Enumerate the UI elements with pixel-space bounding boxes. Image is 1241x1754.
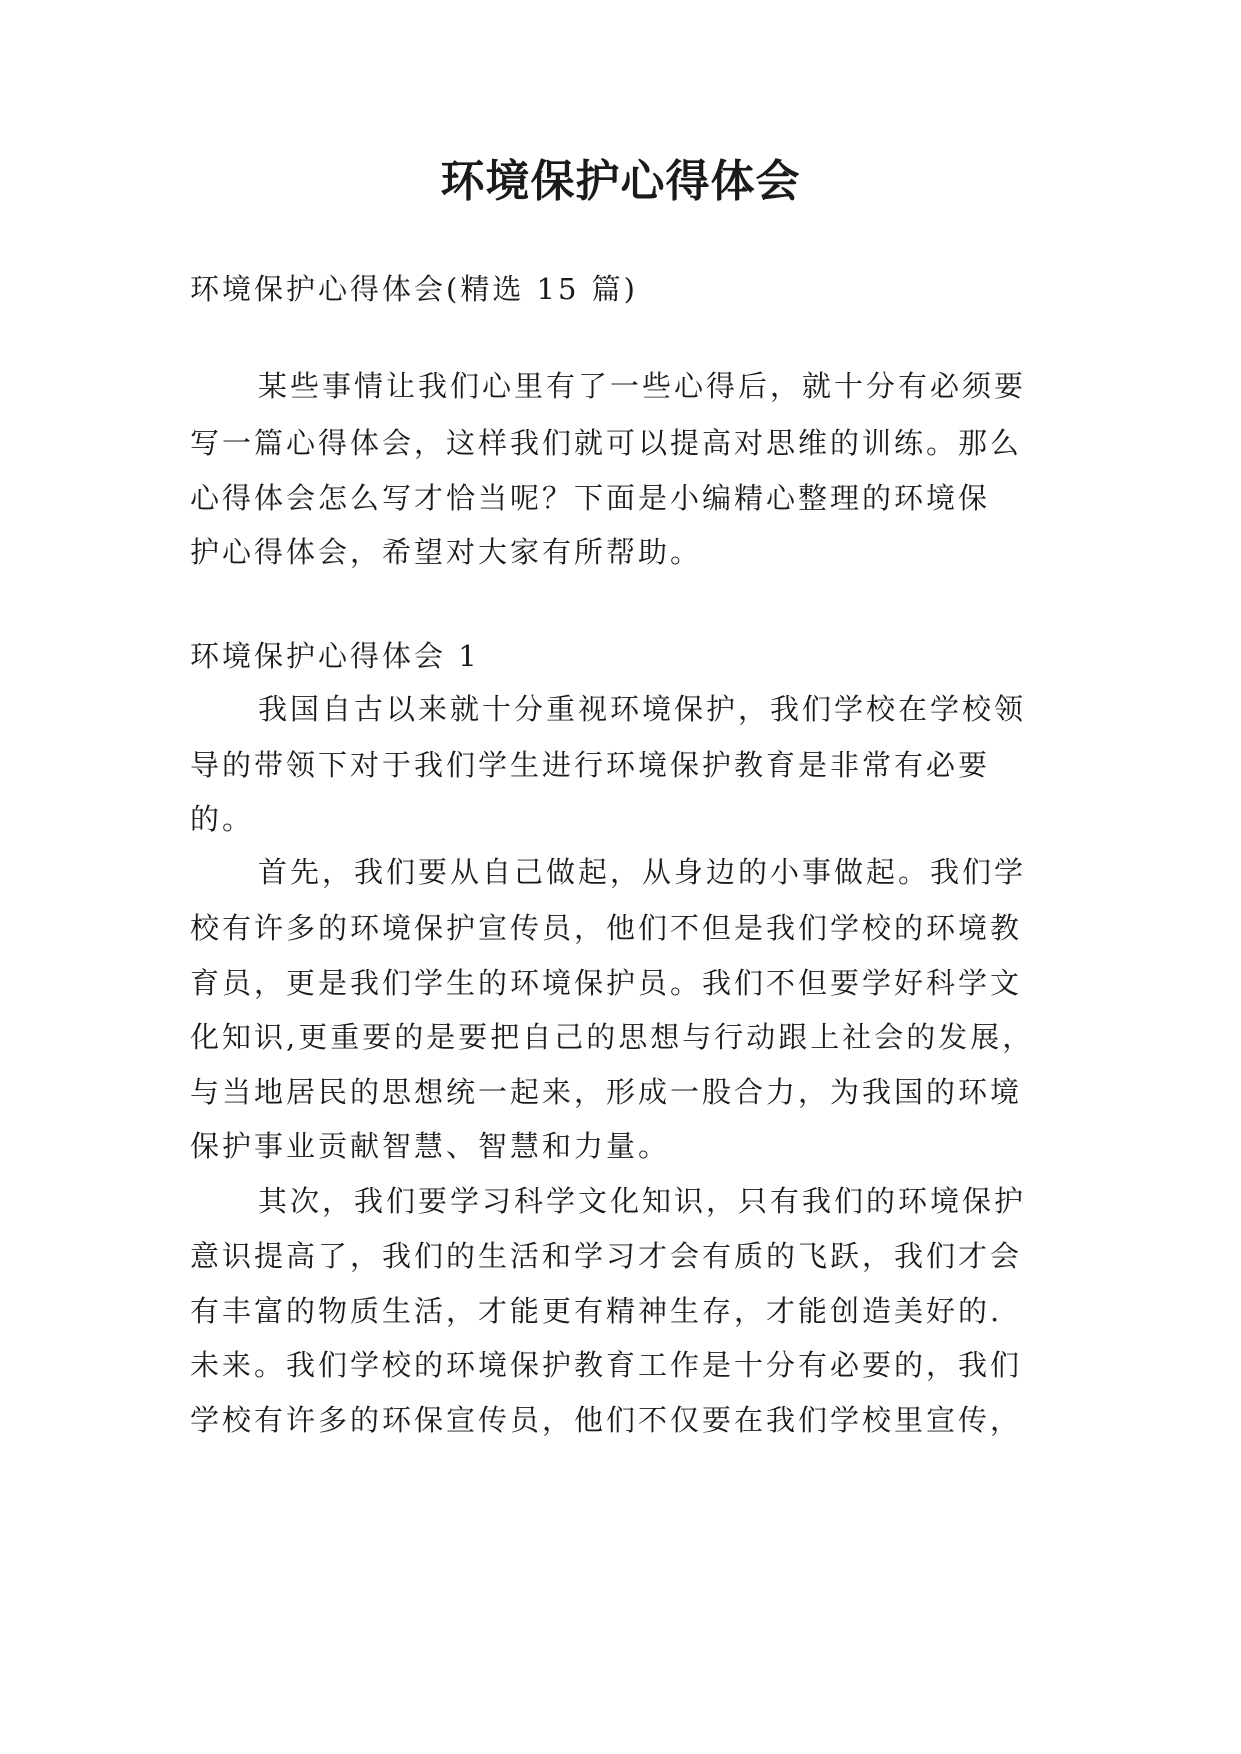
paragraph-line: 我国自古以来就十分重视环境保护，我们学校在学校领: [258, 692, 1027, 726]
intro-line: 写一篇心得体会，这样我们就可以提高对思维的训练。那么: [190, 426, 1023, 460]
intro-line: 心得体会怎么写才恰当呢？下面是小编精心整理的环境保: [190, 481, 991, 515]
paragraph-line: 与当地居民的思想统一起来，形成一股合力，为我国的环境: [190, 1075, 1023, 1109]
paragraph-line: 意识提高了，我们的生活和学习才会有质的飞跃，我们才会: [190, 1239, 1023, 1273]
paragraph-line: 学校有许多的环保宣传员，他们不仅要在我们学校里宣传，: [190, 1403, 1023, 1437]
paragraph-line: 化知识,更重要的是要把自己的思想与行动跟上社会的发展，: [190, 1020, 1035, 1054]
section-heading: 环境保护心得体会 1: [190, 639, 480, 673]
document-title: 环境保护心得体会: [440, 156, 801, 207]
paragraph-line: 未来。我们学校的环境保护教育工作是十分有必要的，我们: [190, 1348, 1023, 1382]
paragraph-line: 首先，我们要从自己做起，从身边的小事做起。我们学: [258, 855, 1027, 889]
paragraph-line: 导的带领下对于我们学生进行环境保护教育是非常有必要: [190, 748, 991, 782]
paragraph-line: 校有许多的环境保护宣传员，他们不但是我们学校的环境教: [190, 911, 1023, 945]
paragraph-line: 的。: [190, 802, 255, 836]
paragraph-line: 有丰富的物质生活，才能更有精神生存，才能创造美好的.: [190, 1294, 1003, 1328]
paragraph-line: 保护事业贡献智慧、智慧和力量。: [190, 1129, 671, 1163]
document-subtitle: 环境保护心得体会(精选 15 篇): [190, 272, 638, 306]
intro-line: 护心得体会，希望对大家有所帮助。: [190, 535, 703, 569]
paragraph-line: 其次，我们要学习科学文化知识，只有我们的环境保护: [258, 1184, 1027, 1218]
intro-line: 某些事情让我们心里有了一些心得后，就十分有必须要: [258, 369, 1027, 403]
paragraph-line: 育员，更是我们学生的环境保护员。我们不但要学好科学文: [190, 966, 1023, 1000]
